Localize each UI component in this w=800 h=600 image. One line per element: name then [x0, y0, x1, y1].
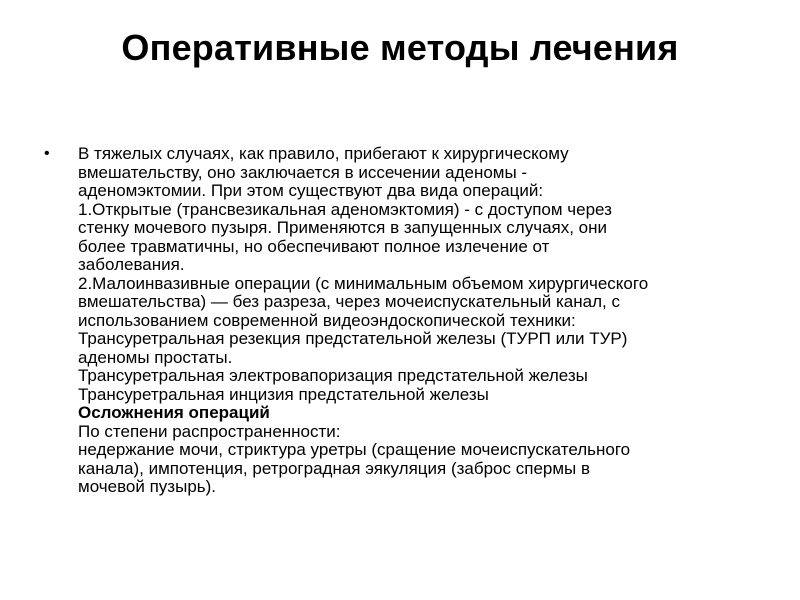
body-line: заболевания.: [78, 255, 185, 274]
complications-line: канала), импотенция, ретроградная эякуляция (заброс спермы в: [78, 458, 591, 478]
body-text: [78, 145, 768, 497]
body-line: использованием современной видеоэндоскопической техники:: [78, 310, 576, 330]
bullet-marker: •: [44, 145, 50, 162]
body-line: 1.Открытые (трансвезикальная аденомэктомия) - с доступом через: [78, 199, 612, 219]
body-line: Трансуретральная резекция предстательной железы (ТУРП или ТУР): [78, 329, 628, 348]
body-line: аденомэктомии. При этом существуют два вида операций:: [78, 181, 544, 200]
complications-line: мочевой пузырь).: [78, 477, 217, 496]
body-line: Трансуретральная электровапоризация предстательной железы: [78, 366, 588, 385]
complications-line: недержание мочи, стриктура уретры (сращение мочеиспускательного: [78, 440, 631, 459]
body-line: В тяжелых случаях, как правило, прибегают к хирургическому: [78, 144, 569, 163]
body-line: Трансуретральная инцизия предстательной железы: [78, 384, 489, 404]
complications-line: По степени распространенности:: [78, 421, 341, 441]
body-line: вмешательству, оно заключается в иссечении аденомы -: [78, 162, 528, 182]
complications-heading: Осложнения операций: [78, 403, 270, 422]
body-line: стенку мочевого пузыря. Применяются в запущенных случаях, они: [78, 218, 608, 237]
slide-title: Оперативные методы лечения: [121, 27, 679, 68]
body-line: вмешательства) — без разреза, через мочеиспускательный канал, с: [78, 292, 620, 311]
body-line: более травматичны, но обеспечивают полное излечение от: [78, 236, 550, 256]
body-line: 2.Малоинвазивные операции (с минимальным объемом хирургического: [78, 273, 649, 293]
body-line: аденомы простаты.: [78, 347, 233, 367]
